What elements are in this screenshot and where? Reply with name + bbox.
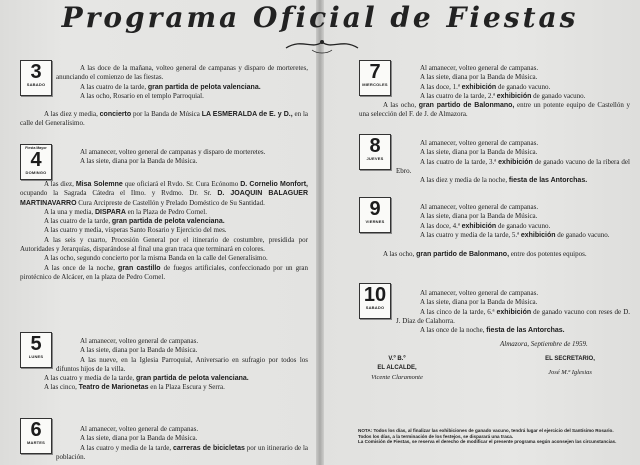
day-8-text: Al amanecer, volteo general de campanas. A las siete, diana por la Banda de Música. A las cuatro de la tarde, 3.ª exhibición de ganado vacuno de la ribera del Ebro. A las diez y media de la noche, fiesta de las Antorchas.	[396, 139, 630, 185]
day-badge-7: 7 MIERCOLES	[359, 60, 391, 96]
day-4-text: Al amanecer, volteo general de campanas y disparo de morteretes. A las siete, diana por la Banda de Música.	[80, 148, 266, 166]
day-4-text-cont: A las diez, Misa Solemne que oficiará el Rvdo. Sr. Cura Ecónomo D. Cornelio Monfort, ocupando la Sagrada Cátedra el Ilmo. y Rvdmo. Dr. Sr. D. JOAQUIN BALAGUER MARTINAVARRO Cura Arcipreste de Castellón y Prelado Doméstico de Su Santidad. A la una y media, DISPARA en la Plaza de Pedro Cornel. A las cuatro de la tarde, gran partida de pelota valenciana. A las cuatro y media, vísperas Santo Rosario y Ejercicio del mes. A las seis y cuarto, Procesión General por el itinerario de costumbre, presidida por Autoridades y Jerarquías, disparándose al final una gran traca que terminará en colores. A las ocho, segundo concierto por la misma Banda en la calle del Generalísimo. A las once de la noche, gran castillo de fuegos artificiales, confeccionado por un gran pirotécnico de Alcácer, en la plaza de Pedro Cornel.	[20, 180, 309, 281]
day-3-text: A las doce de la mañana, volteo general de campanas y disparo de morteretes, anunciando el comienzo de las fiestas. A las cuatro de la tarde, gran partida de pelota valenciana. A las ocho, Rosario en el templo Parroquial.	[56, 64, 308, 100]
day-badge-10: 10 SABADO	[359, 283, 391, 319]
day-badge-5: 5 LUNES	[20, 332, 52, 368]
day-badge-6: 6 MARTES	[20, 418, 52, 454]
day-badge-4: Fiesta Mayor 4 DOMINGO	[20, 144, 52, 180]
program-title: Programa Oficial de Fiestas	[61, 1, 579, 34]
day-badge-3: 3 SABADO	[20, 60, 52, 96]
day-5-text-cont: A las cuatro y media de la tarde, gran partida de pelota valenciana. A las cinco, Teatro de Marionetas en la Plaza Escura y Serra.	[44, 374, 249, 392]
flourish-ornament	[282, 36, 362, 54]
alcalde-signature: V.º B.º EL ALCALDE, Vicente Claramonte	[371, 356, 423, 381]
day-7-text: Al amanecer, volteo general de campanas. A las siete, diana por la Banda de Música. A las doce, 1.ª exhibición de ganado vacuno. A las cuatro de la tarde, 2.ª exhibición de ganado vacuno.	[420, 64, 586, 100]
day-badge-9: 9 VIERNES	[359, 197, 391, 233]
center-fold	[316, 0, 324, 465]
day-3-text-cont: A las diez y media, concierto por la Banda de Música LA ESMERALDA de E. y D., en la calle del Generalísimo.	[20, 110, 308, 128]
day-9-text: Al amanecer, volteo general de campanas. A las siete, diana por la Banda de Música. A las doce, 4.ª exhibición de ganado vacuno. A las cuatro y media de la tarde, 5.ª exhibición de ganado vacuno.	[420, 203, 610, 239]
day-7-text-cont: A las ocho, gran partido de Balonmano, entre un potente equipo de Castellón y una selección del F. de J. de Almazora.	[359, 101, 630, 119]
date-line: Almazora, Septiembre de 1959.	[500, 340, 588, 348]
day-10-text: Al amanecer, volteo general de campanas. A las siete, diana por la Banda de Música. A las cinco de la tarde, 6.ª exhibición de ganado vacuno con reses de D. J. Díaz de Calahorra. A las once de la noche, fiesta de las Antorchas.	[396, 289, 631, 335]
footnote: NOTA: Todos los días, al finalizar las exhibiciones de ganado vacuno, tendrá lugar el ejercicio del Santísimo Rosario. Todos los días, a la terminación de los festejos, se disparará una traca. La Comisión de Fiestas, se reserva el derecho de modificar el presente programa según aconsejen las circunstancias.	[358, 428, 617, 445]
day-badge-8: 8 JUEVES	[359, 134, 391, 170]
secretario-signature: EL SECRETARIO, José M.ª Iglesias	[545, 356, 595, 376]
day-6-text: Al amanecer, volteo general de campanas. A las siete, diana por la Banda de Música. A las cuatro y media de la tarde, carreras de bicicletas por un itinerario de la población.	[56, 425, 308, 461]
day-9-text-cont: A las ocho, gran partido de Balonmano, entre dos potentes equipos.	[383, 250, 587, 258]
day-5-text: Al amanecer, volteo general de campanas. A las siete, diana por la Banda de Música. A las nueve, en la Iglesia Parroquial, Aniversario en sufragio por todos los difuntos hijos de la villa.	[56, 337, 308, 373]
